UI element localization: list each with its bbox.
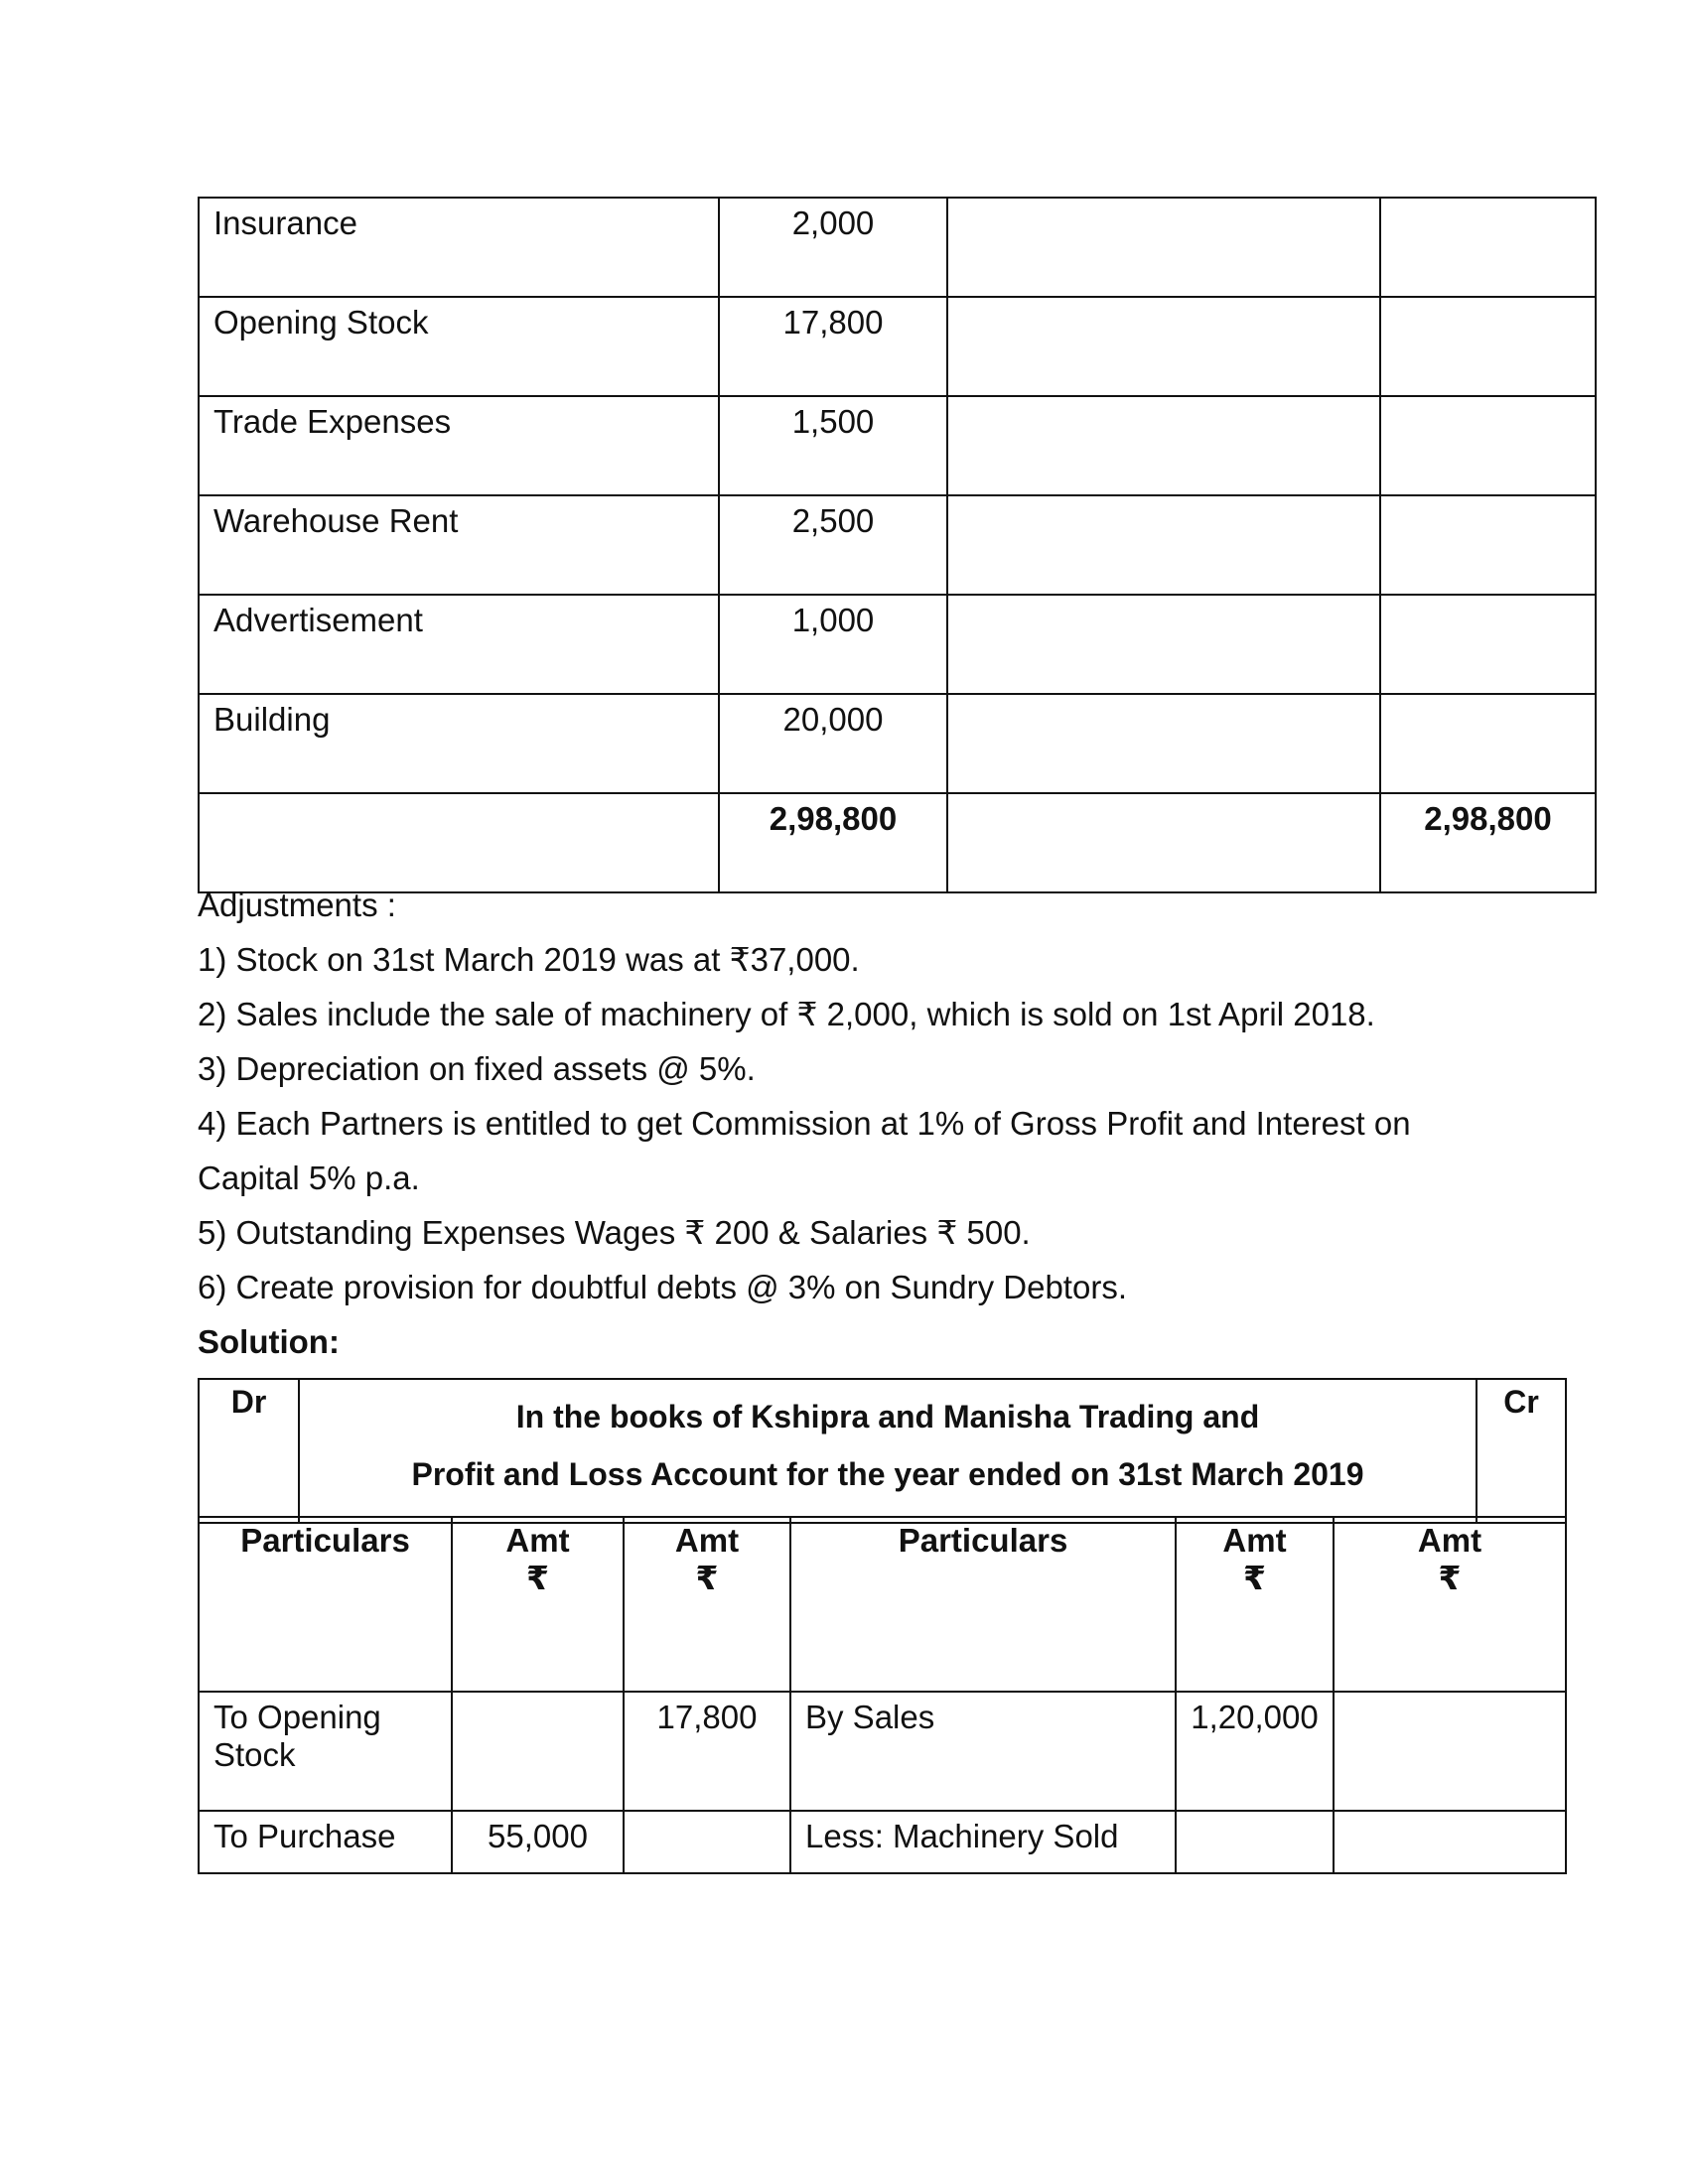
credit-particular-cell	[947, 694, 1380, 793]
adjustment-item: 6) Create provision for doubtful debts @ 3% on Sundry Debtors.	[198, 1269, 1127, 1305]
rupee-icon: ₹	[1243, 1560, 1266, 1596]
dr-particular-line: To Purchase	[213, 1818, 396, 1854]
account-title	[299, 1379, 1477, 1523]
table-row	[199, 297, 1596, 396]
rupee-icon: ₹	[695, 1560, 719, 1596]
dr-amt-cell: 55,000	[452, 1811, 624, 1873]
debit-cell: 1,500	[719, 396, 947, 495]
particular-cell: Trade Expenses	[199, 396, 719, 495]
adjustment-item: 1) Stock on 31st March 2019 was at ₹37,000.	[198, 941, 860, 978]
credit-cell	[1380, 396, 1596, 495]
table-row	[199, 694, 1596, 793]
adjustment-item: 3) Depreciation on fixed assets @ 5%.	[198, 1050, 756, 1087]
credit-particular-cell	[947, 595, 1380, 694]
cr-amt-cell	[1334, 1811, 1566, 1873]
account-title-line2: Profit and Loss Account for the year ended on 31st March 2019	[411, 1456, 1364, 1492]
adjustments-section	[198, 878, 1608, 1369]
credit-cell	[1380, 198, 1596, 297]
account-title-table	[198, 1378, 1567, 1524]
dr-particular-cell	[199, 1692, 452, 1811]
cr-particular-cell: Less: Machinery Sold	[790, 1811, 1176, 1873]
debit-cell: 20,000	[719, 694, 947, 793]
adjustment-item-continued: Capital 5% p.a.	[198, 1160, 420, 1196]
cr-amt-cell	[1176, 1811, 1334, 1873]
rupee-icon: ₹	[526, 1560, 549, 1596]
cr-amt-cell	[1334, 1692, 1566, 1811]
credit-cell	[1380, 694, 1596, 793]
table-row	[199, 396, 1596, 495]
table-row	[199, 495, 1596, 595]
credit-particular-cell	[947, 198, 1380, 297]
dr-particular-line: Stock	[213, 1736, 296, 1773]
dr-particulars-header: Particulars	[199, 1517, 452, 1692]
credit-particular-cell	[947, 297, 1380, 396]
table-row	[199, 595, 1596, 694]
title-row	[199, 1379, 1566, 1523]
debit-cell: 2,500	[719, 495, 947, 595]
dr-amt-cell	[624, 1811, 790, 1873]
rupee-icon: ₹	[1438, 1560, 1462, 1596]
cr-amt-header	[1176, 1517, 1334, 1692]
trial-balance-table	[198, 197, 1597, 893]
adjustment-item: 2) Sales include the sale of machinery of ₹ 2,000, which is sold on 1st April 2018.	[198, 996, 1375, 1032]
cr-particulars-header: Particulars	[790, 1517, 1176, 1692]
cr-particular-cell: By Sales	[790, 1692, 1176, 1811]
credit-cell	[1380, 297, 1596, 396]
dr-particular-line: To Opening	[213, 1699, 381, 1735]
amt-label: Amt	[1417, 1522, 1482, 1559]
dr-amt-header	[452, 1517, 624, 1692]
dr-particular-cell	[199, 1811, 452, 1873]
dr-amt-cell: 17,800	[624, 1692, 790, 1811]
table-row	[199, 198, 1596, 297]
particular-cell: Building	[199, 694, 719, 793]
particular-cell: Insurance	[199, 198, 719, 297]
particular-cell: Warehouse Rent	[199, 495, 719, 595]
solution-heading: Solution:	[198, 1323, 340, 1360]
amt-label: Amt	[505, 1522, 570, 1559]
debit-cell: 1,000	[719, 595, 947, 694]
credit-particular-cell	[947, 495, 1380, 595]
total-debit-cell: 2,98,800	[719, 793, 947, 892]
dr-label: Dr	[199, 1379, 299, 1523]
dr-amt-header	[624, 1517, 790, 1692]
cr-amt-cell: 1,20,000	[1176, 1692, 1334, 1811]
adjustment-item: 4) Each Partners is entitled to get Commission at 1% of Gross Profit and Interest on	[198, 1105, 1411, 1142]
adjustment-item: 5) Outstanding Expenses Wages ₹ 200 & Salaries ₹ 500.	[198, 1214, 1031, 1251]
credit-cell	[1380, 495, 1596, 595]
adjustments-heading: Adjustments :	[198, 887, 396, 923]
total-credit-cell: 2,98,800	[1380, 793, 1596, 892]
amt-label: Amt	[674, 1522, 740, 1559]
table-row	[199, 1811, 1566, 1873]
credit-particular-cell	[947, 396, 1380, 495]
account-title-line1: In the books of Kshipra and Manisha Trading and	[515, 1399, 1260, 1434]
header-row	[199, 1517, 1566, 1692]
table-row	[199, 1692, 1566, 1811]
cr-amt-header	[1334, 1517, 1566, 1692]
dr-amt-cell	[452, 1692, 624, 1811]
cr-label: Cr	[1477, 1379, 1566, 1523]
debit-cell: 17,800	[719, 297, 947, 396]
debit-cell: 2,000	[719, 198, 947, 297]
particular-cell: Advertisement	[199, 595, 719, 694]
credit-cell	[1380, 595, 1596, 694]
amt-label: Amt	[1222, 1522, 1287, 1559]
trading-pl-account-table	[198, 1516, 1567, 1874]
particular-cell: Opening Stock	[199, 297, 719, 396]
